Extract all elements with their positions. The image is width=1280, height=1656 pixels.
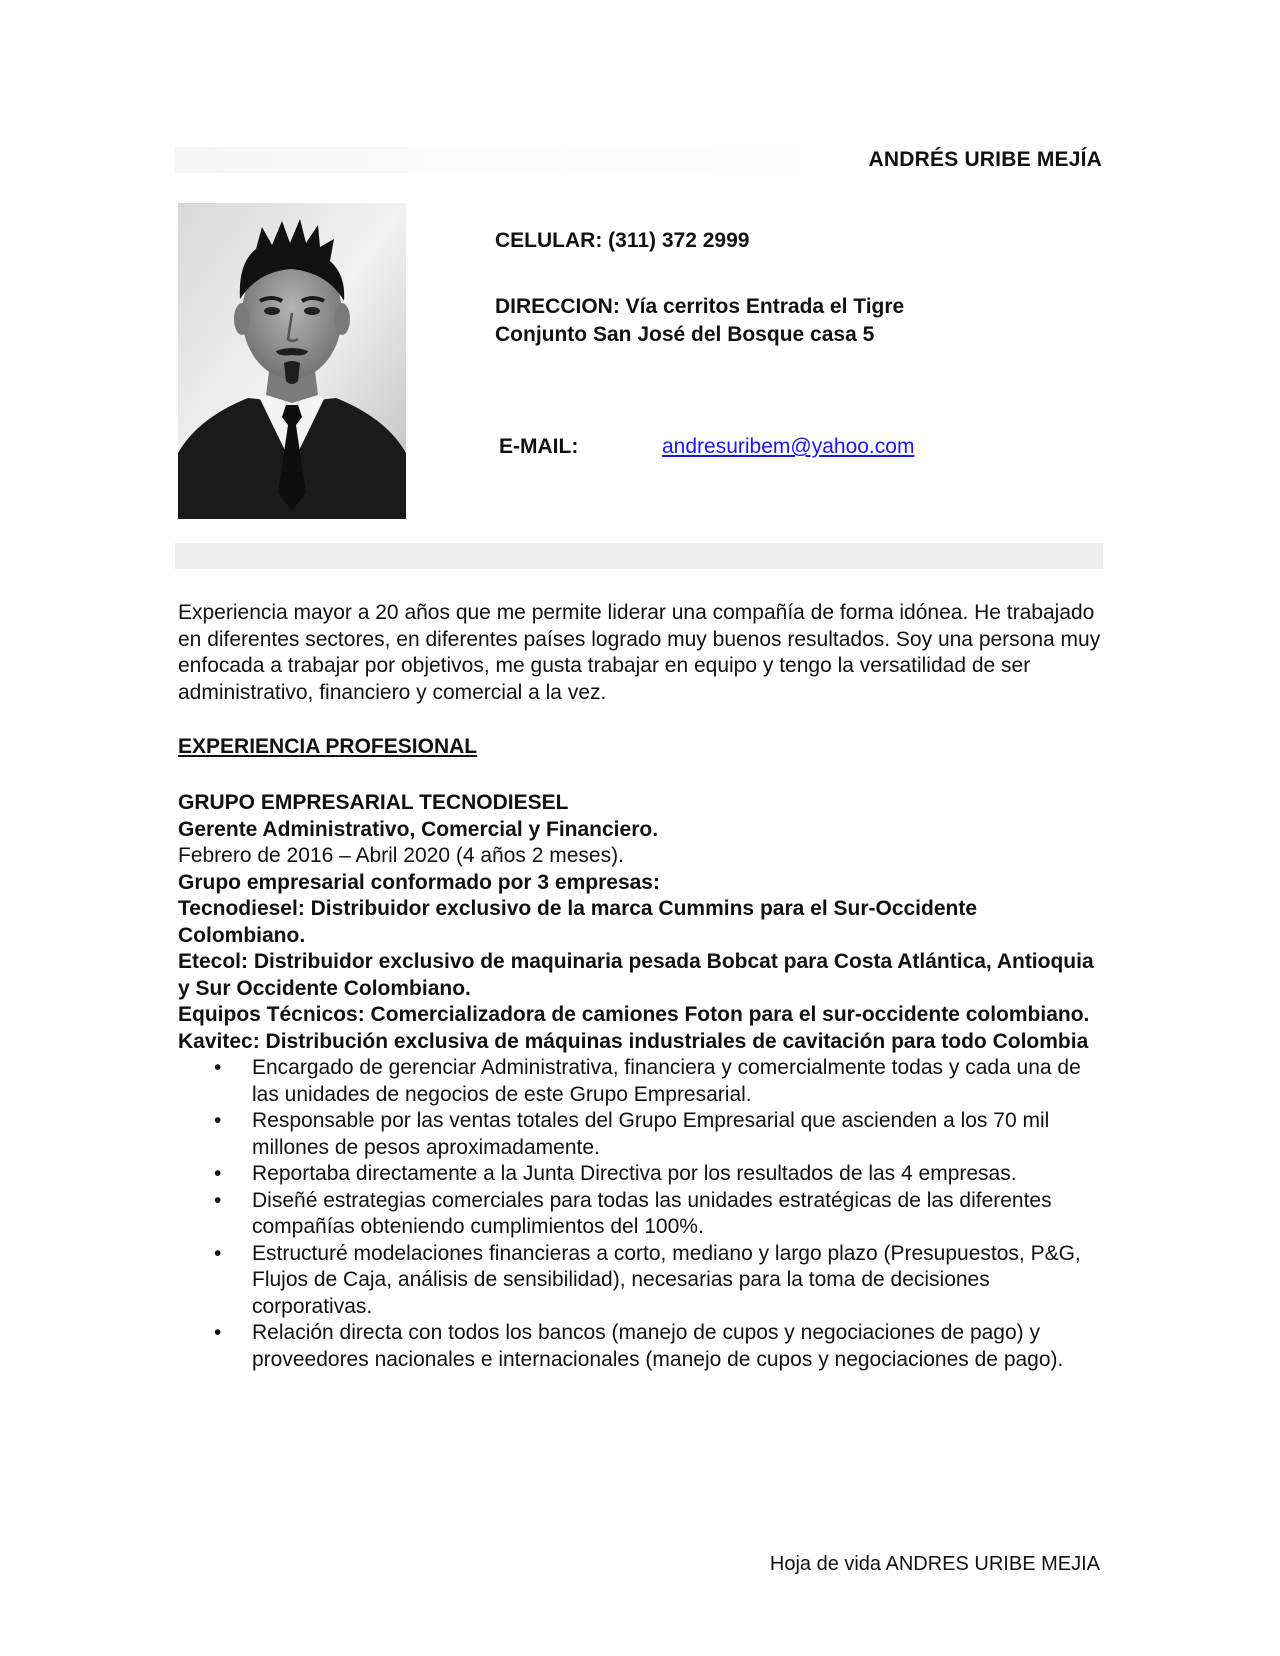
profile-summary: Experiencia mayor a 20 años que me permite liderar una compañía de forma idónea. He trabajado en diferentes sectores, en diferentes países logrado muy buenos resultados. Soy una persona muy enfocada a trabajar por objetivos, me gusta trabajar en equipo y tengo la versatilidad de ser administrativo, financiero y comercial a la vez. [178, 601, 1101, 704]
group-company: Equipos Técnicos: Comercializadora de camiones Foton para el sur-occidente colombiano. [178, 1003, 1090, 1026]
candidate-name: ANDRÉS URIBE MEJÍA [868, 148, 1102, 171]
group-company: Tecnodiesel: Distribuidor exclusivo de la marca Cummins para el Sur-Occidente Colombiano. [178, 897, 978, 947]
list-item [214, 1188, 1108, 1241]
page-footer: Hoja de vida ANDRES URIBE MEJIA [769, 1553, 1100, 1575]
responsibilities-list [178, 1055, 1108, 1373]
list-item-text: Diseñé estrategias comerciales para todas las unidades estratégicas de las diferentes compañías obteniendo cumplimientos del 100%. [252, 1188, 1052, 1238]
address-line-1: DIRECCION: Vía cerritos Entrada el Tigre [495, 295, 905, 318]
list-item [214, 1241, 1108, 1321]
email-label: E-MAIL: [499, 435, 579, 458]
list-item-text: Responsable por las ventas totales del Grupo Empresarial que ascienden a los 70 mil millones de pesos aproximadamente. [252, 1109, 1050, 1159]
group-intro: Grupo empresarial conformado por 3 empresas: [178, 870, 660, 894]
bullet-icon: • [214, 1109, 222, 1132]
list-item [214, 1320, 1108, 1373]
list-item-text: Encargado de gerenciar Administrativa, financiera y comercialmente todas y cada una de las unidades de negocios de este Grupo Empresarial. [252, 1056, 1081, 1106]
company-name: GRUPO EMPRESARIAL TECNODIESEL [178, 791, 569, 814]
list-item [214, 1108, 1108, 1161]
address-line-2: Conjunto San José del Bosque casa 5 [495, 323, 875, 346]
list-item-text: Reportaba directamente a la Junta Directiva por los resultados de las 4 empresas. [252, 1162, 1017, 1185]
email-link[interactable]: andresuribem@yahoo.com [662, 435, 915, 458]
list-item-text: Estructuré modelaciones financieras a corto, mediano y largo plazo (Presupuestos, P&G, Flujos de Caja, análisis de sensibilidad), necesarias para la toma de decisiones corporativas. [252, 1241, 1081, 1318]
experience-section-title: EXPERIENCIA PROFESIONAL [178, 735, 478, 758]
address [495, 293, 904, 349]
job-period: Febrero de 2016 – Abril 2020 (4 años 2 meses). [178, 844, 624, 867]
list-item [214, 1055, 1108, 1108]
bullet-icon: • [214, 1056, 222, 1079]
group-company: Etecol: Distribuidor exclusivo de maquinaria pesada Bobcat para Costa Atlántica, Antioquia y Sur Occidente Colombiano. [178, 950, 1094, 1000]
bullet-icon: • [214, 1162, 222, 1185]
group-company: Kavitec: Distribución exclusiva de máquinas industriales de cavitación para todo Colombia [178, 1029, 1089, 1053]
job-entry [178, 790, 1108, 1373]
job-role: Gerente Administrativo, Comercial y Financiero. [178, 817, 659, 841]
bullet-icon: • [214, 1188, 222, 1212]
profile-photo [178, 203, 406, 519]
bullet-icon: • [214, 1321, 222, 1344]
section-separator-bar [175, 543, 1103, 569]
bullet-icon: • [214, 1241, 222, 1265]
phone-number: CELULAR: (311) 372 2999 [495, 229, 750, 252]
list-item-text: Relación directa con todos los bancos (manejo de cupos y negociaciones de pago) y proveedores nacionales e internacionales (manejo de cupos y negociaciones de pago). [252, 1321, 1064, 1371]
list-item [214, 1161, 1108, 1188]
